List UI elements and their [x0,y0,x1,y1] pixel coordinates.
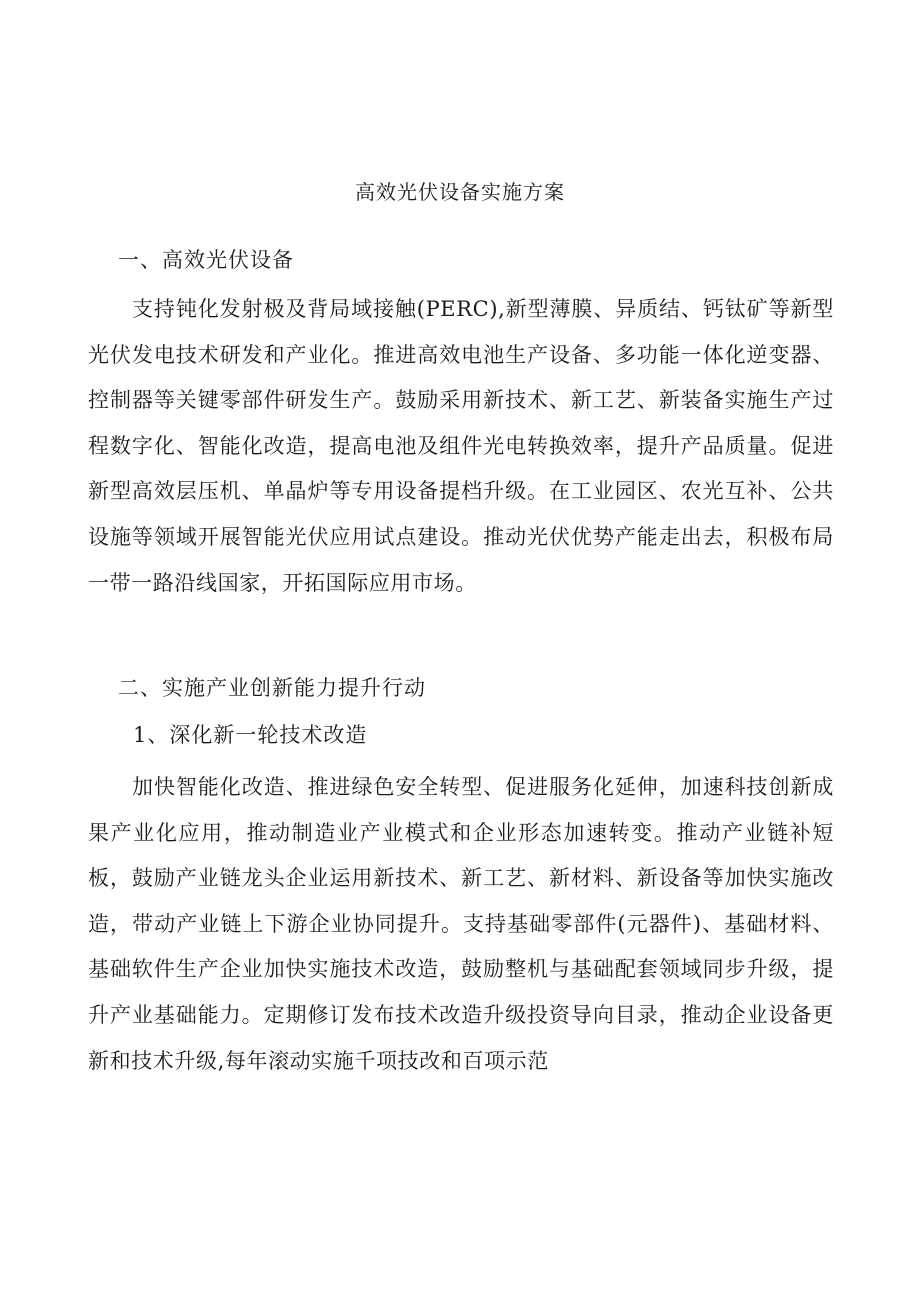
subsection-heading-1: 1、深化新一轮技术改造 [133,723,368,747]
section-paragraph-1: 支持钝化发射极及背局域接触(PERC),新型薄膜、异质结、钙钛矿等新型光伏发电技术研发和产业化。推进高效电池生产设备、多功能一体化逆变器、控制器等关键零部件研发生产。鼓励采用新技术、新工艺、新装备实施生产过程数字化、智能化改造，提高电池及组件光电转换效率，提升产品质量。促进新型高效层压机、单晶炉等专用设备提档升级。在工业园区、农光互补、公共设施等领域开展智能光伏应用试点建设。推动光伏优势产能走出去，积极布局一带一路沿线国家，开拓国际应用市场。 [88,297,834,595]
section-paragraph-2: 加快智能化改造、推进绿色安全转型、促进服务化延伸，加速科技创新成果产业化应用，推动制造业产业模式和企业形态加速转变。推动产业链补短板，鼓励产业链龙头企业运用新技术、新工艺、新材料、新设备等加快实施改造，带动产业链上下游企业协同提升。支持基础零部件(元器件)、基础材料、基础软件生产企业加快实施技术改造，鼓励整机与基础配套领域同步升级，提升产业基础能力。定期修订发布技术改造升级投资导向目录，推动企业设备更新和技术升级,每年滚动实施千项技改和百项示范 [88,775,834,1073]
section-heading-1: 一、高效光伏设备 [118,248,294,272]
section-heading-2: 二、实施产业创新能力提升行动 [118,676,426,700]
document-title: 高效光伏设备实施方案 [355,180,565,204]
